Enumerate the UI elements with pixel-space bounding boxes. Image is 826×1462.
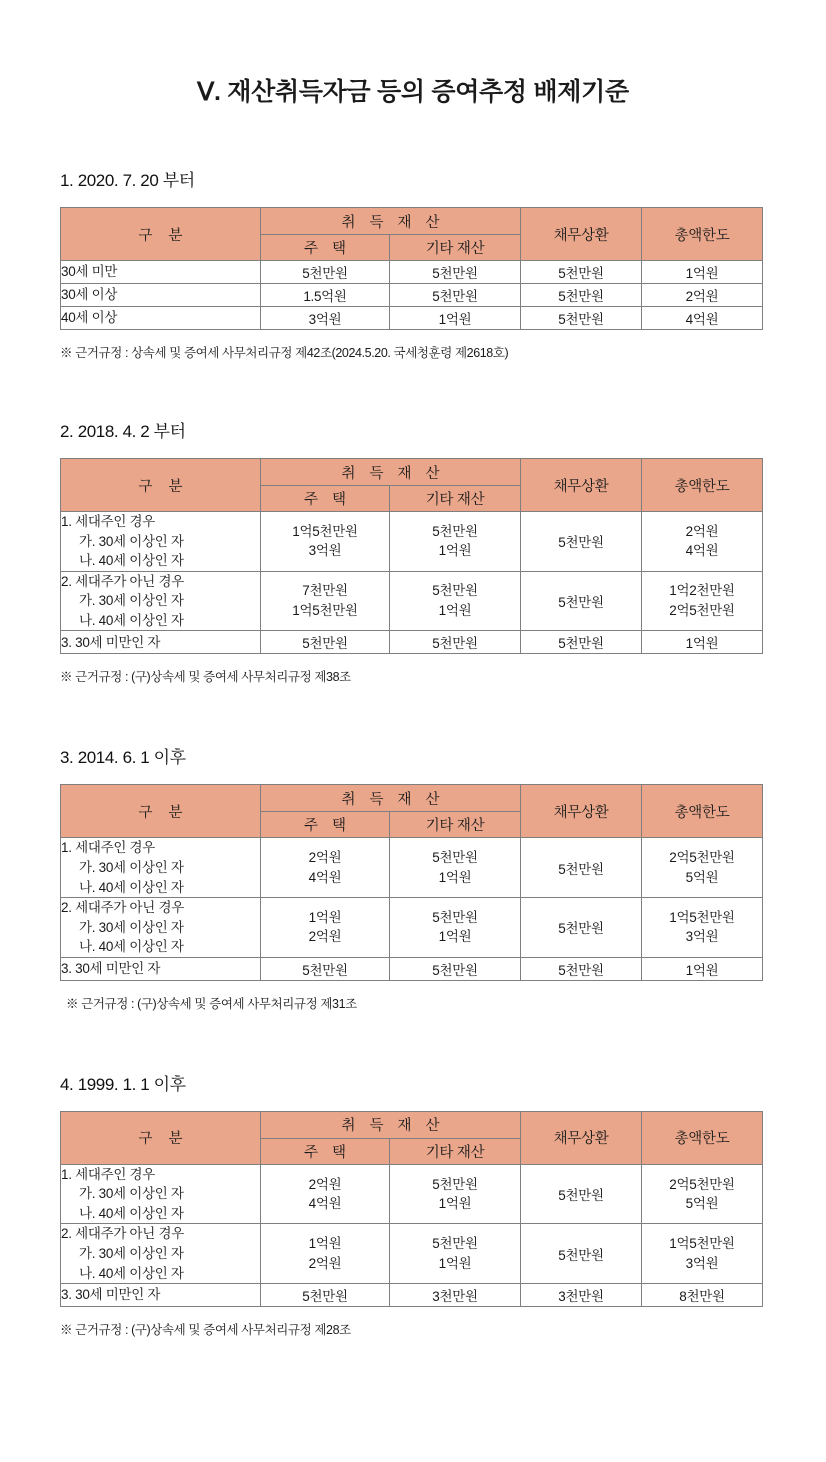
- header-debt-repayment: 채무상환: [521, 459, 642, 512]
- header-gubun: 구 분: [61, 208, 261, 261]
- cell-house: 5천만원: [261, 631, 390, 654]
- cell-debt: 5천만원: [521, 957, 642, 980]
- cell-house: 5천만원: [261, 957, 390, 980]
- cell-other: 3천만원: [390, 1284, 521, 1307]
- header-acquired-assets: 취 득 재 산: [261, 785, 521, 812]
- cell-gubun-group: [61, 1164, 261, 1224]
- section-2018: [60, 361, 766, 685]
- section-2014: [60, 685, 766, 1011]
- cell-gubun-group: [61, 571, 261, 631]
- cell-gubun-group: [61, 512, 261, 572]
- cell-debt: 5천만원: [521, 284, 642, 307]
- cell-house: 7천만원 1억5천만원: [261, 571, 390, 631]
- criteria-table-2014: [60, 784, 763, 980]
- table-row-group: [61, 512, 763, 572]
- header-acquired-assets: 취 득 재 산: [261, 208, 521, 235]
- table-header-row: [61, 459, 763, 486]
- group-label-a: 가. 30세 이상인 자: [79, 533, 184, 549]
- group-label-b: 나. 40세 이상인 자: [79, 939, 184, 955]
- cell-limit: 2억원 4억원: [642, 512, 763, 572]
- criteria-table-1999: [60, 1111, 763, 1307]
- table-header-row: [61, 785, 763, 812]
- group-label-main: 2. 세대주가 아닌 경우: [61, 573, 184, 589]
- section-title: 2. 2018. 4. 2 부터: [60, 422, 186, 441]
- cell-limit: 1억5천만원 3억원: [642, 898, 763, 958]
- table-row: [61, 261, 763, 284]
- cell-limit: 2억원: [642, 284, 763, 307]
- criteria-table-2018: [60, 458, 763, 654]
- section-note: ※ 근거규정 : (구)상속세 및 증여세 사무처리규정 제28조: [60, 1323, 351, 1338]
- table-header-row: [61, 208, 763, 235]
- cell-debt: 5천만원: [521, 512, 642, 572]
- cell-limit: 1억원: [642, 261, 763, 284]
- cell-other: 5천만원: [390, 957, 521, 980]
- table-row: [61, 957, 763, 980]
- cell-limit: 1억원: [642, 957, 763, 980]
- group-label-main: 2. 세대주가 아닌 경우: [61, 1226, 184, 1242]
- header-debt-repayment: 채무상환: [521, 1111, 642, 1164]
- group-label-main: 1. 세대주인 경우: [61, 840, 156, 856]
- cell-other: 5천만원: [390, 261, 521, 284]
- header-other-assets: 기타 재산: [390, 1138, 521, 1164]
- table-row-group: [61, 571, 763, 631]
- group-label-b: 나. 40세 이상인 자: [79, 612, 184, 628]
- cell-debt: 5천만원: [521, 571, 642, 631]
- cell-limit: 2억5천만원 5억원: [642, 838, 763, 898]
- header-debt-repayment: 채무상환: [521, 785, 642, 838]
- header-total-limit: 총액한도: [642, 208, 763, 261]
- group-label-b: 나. 40세 이상인 자: [79, 1265, 184, 1281]
- group-label-a: 가. 30세 이상인 자: [79, 859, 184, 875]
- header-other-assets: 기타 재산: [390, 812, 521, 838]
- cell-house: 1억원 2억원: [261, 898, 390, 958]
- header-gubun: 구 분: [61, 1111, 261, 1164]
- cell-gubun: 30세 미만: [61, 261, 261, 284]
- cell-gubun: 40세 이상: [61, 307, 261, 330]
- cell-other: 5천만원 1억원: [390, 1164, 521, 1224]
- section-title: 3. 2014. 6. 1 이후: [60, 748, 186, 768]
- cell-debt: 5천만원: [521, 1164, 642, 1224]
- criteria-table-2020: [60, 207, 763, 330]
- cell-house: 5천만원: [261, 1284, 390, 1307]
- header-other-assets: 기타 재산: [390, 486, 521, 512]
- cell-gubun-group: [61, 838, 261, 898]
- group-label-a: 가. 30세 이상인 자: [79, 919, 184, 935]
- cell-debt: 5천만원: [521, 1224, 642, 1284]
- header-gubun: 구 분: [61, 785, 261, 838]
- cell-other: 5천만원 1억원: [390, 512, 521, 572]
- cell-debt: 5천만원: [521, 261, 642, 284]
- group-label-main: 1. 세대주인 경우: [61, 514, 156, 529]
- section-note: ※ 근거규정 : (구)상속세 및 증여세 사무처리규정 제38조: [60, 670, 351, 685]
- table-row-group: [61, 1224, 763, 1284]
- group-label-a: 가. 30세 이상인 자: [79, 1246, 184, 1261]
- table-row-group: [61, 1164, 763, 1224]
- cell-house: 3억원: [261, 307, 390, 330]
- table-row-group: [61, 898, 763, 958]
- table-row: [61, 307, 763, 330]
- cell-debt: 5천만원: [521, 307, 642, 330]
- cell-gubun: 3. 30세 미만인 자: [61, 957, 261, 980]
- section-title: 4. 1999. 1. 1 이후: [60, 1074, 186, 1094]
- header-house: 주 택: [261, 486, 390, 512]
- group-label-main: 2. 세대주가 아닌 경우: [61, 900, 184, 916]
- header-total-limit: 총액한도: [642, 785, 763, 838]
- header-house: 주 택: [261, 235, 390, 261]
- section-1999: [60, 1012, 766, 1338]
- section-title: 1. 2020. 7. 20 부터: [60, 171, 195, 190]
- header-total-limit: 총액한도: [642, 459, 763, 512]
- cell-debt: 5천만원: [521, 838, 642, 898]
- section-2020: [60, 108, 766, 361]
- table-header-row: [61, 1111, 763, 1138]
- cell-house: 2억원 4억원: [261, 1164, 390, 1224]
- cell-house: 5천만원: [261, 261, 390, 284]
- cell-house: 1억원 2억원: [261, 1224, 390, 1284]
- cell-limit: 1억2천만원 2억5천만원: [642, 571, 763, 631]
- cell-debt: 5천만원: [521, 898, 642, 958]
- group-label-b: 나. 40세 이상인 자: [79, 1205, 184, 1221]
- group-label-a: 가. 30세 이상인 자: [79, 1186, 184, 1202]
- cell-gubun: 3. 30세 미만인 자: [61, 631, 261, 654]
- cell-limit: 2억5천만원 5억원: [642, 1164, 763, 1224]
- cell-gubun: 30세 이상: [61, 284, 261, 307]
- cell-house: 1억5천만원 3억원: [261, 512, 390, 572]
- header-acquired-assets: 취 득 재 산: [261, 1111, 521, 1138]
- group-label-b: 나. 40세 이상인 자: [79, 879, 184, 895]
- header-other-assets: 기타 재산: [390, 235, 521, 261]
- cell-other: 5천만원 1억원: [390, 838, 521, 898]
- cell-other: 5천만원: [390, 631, 521, 654]
- cell-debt: 3천만원: [521, 1284, 642, 1307]
- section-note: ※ 근거규정 : 상속세 및 증여세 사무처리규정 제42조(2024.5.20. 국세청훈령 제2618호): [60, 346, 509, 360]
- cell-limit: 1억원: [642, 631, 763, 654]
- table-row: [61, 1284, 763, 1307]
- table-row-group: [61, 838, 763, 898]
- cell-debt: 5천만원: [521, 631, 642, 654]
- section-note: ※ 근거규정 : (구)상속세 및 증여세 사무처리규정 제31조: [66, 996, 357, 1011]
- page-title: Ⅴ. 재산취득자금 등의 증여추정 배제기준: [197, 78, 629, 106]
- table-row: [61, 284, 763, 307]
- group-label-main: 1. 세대주인 경우: [61, 1166, 156, 1182]
- header-acquired-assets: 취 득 재 산: [261, 459, 521, 486]
- group-label-a: 가. 30세 이상인 자: [79, 593, 184, 609]
- cell-gubun: 3. 30세 미만인 자: [61, 1284, 261, 1307]
- cell-other: 5천만원 1억원: [390, 1224, 521, 1284]
- cell-house: 2억원 4억원: [261, 838, 390, 898]
- cell-other: 5천만원 1억원: [390, 571, 521, 631]
- group-label-b: 나. 40세 이상인 자: [79, 553, 184, 569]
- cell-limit: 4억원: [642, 307, 763, 330]
- cell-limit: 8천만원: [642, 1284, 763, 1307]
- header-house: 주 택: [261, 1138, 390, 1164]
- header-house: 주 택: [261, 812, 390, 838]
- cell-gubun-group: [61, 1224, 261, 1284]
- table-row: [61, 631, 763, 654]
- header-total-limit: 총액한도: [642, 1111, 763, 1164]
- cell-other: 1억원: [390, 307, 521, 330]
- header-gubun: 구 분: [61, 459, 261, 512]
- cell-limit: 1억5천만원 3억원: [642, 1224, 763, 1284]
- cell-gubun-group: [61, 898, 261, 958]
- cell-house: 1.5억원: [261, 284, 390, 307]
- cell-other: 5천만원 1억원: [390, 898, 521, 958]
- header-debt-repayment: 채무상환: [521, 208, 642, 261]
- cell-other: 5천만원: [390, 284, 521, 307]
